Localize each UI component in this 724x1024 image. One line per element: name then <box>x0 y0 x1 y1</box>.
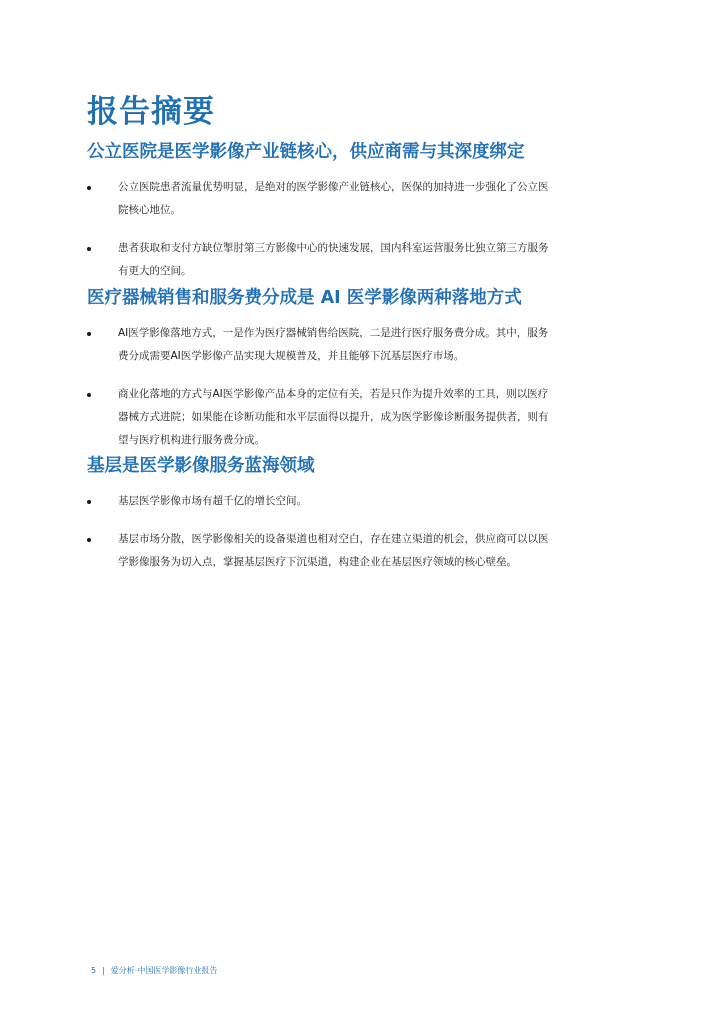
list-item <box>87 383 557 452</box>
section-heading: 医疗器械销售和服务费分成是 AI 医学影像两种落地方式 <box>87 288 522 308</box>
bullet-list <box>87 490 557 574</box>
bullet-text: 患者获取和支付方缺位掣肘第三方影像中心的快速发展，国内科室运营服务比独立第三方服务有更大的空间。 <box>118 242 549 277</box>
bullet-text: 基层市场分散，医学影像相关的设备渠道也相对空白，存在建立渠道的机会，供应商可以以医学影像服务为切入点，掌握基层医疗下沉渠道，构建企业在基层医疗领域的核心壁垒。 <box>118 533 549 568</box>
section-primary-care <box>87 454 557 574</box>
bullet-text: 商业化落地的方式与AI医学影像产品本身的定位有关，若是只作为提升效率的工具，则以医疗器械方式进院；如果能在诊断功能和水平层面得以提升，成为医学影像诊断服务提供者，则有望与医疗机构进行服务费分成。 <box>118 388 549 446</box>
bullet-icon <box>87 500 91 504</box>
bullet-text: AI医学影像落地方式，一是作为医疗器械销售给医院，二是进行医疗服务费分成。其中，服务费分成需要AI医学影像产品实现大规模普及，并且能够下沉基层医疗市场。 <box>118 327 549 362</box>
page-footer <box>91 965 217 976</box>
list-item <box>87 322 557 368</box>
bullet-text: 基层医学影像市场有超千亿的增长空间。 <box>118 495 307 507</box>
page-number: 5 <box>91 966 97 975</box>
list-item <box>87 176 557 222</box>
bullet-list <box>87 322 557 452</box>
page-title: 报告摘要 <box>87 94 215 130</box>
list-item <box>87 528 557 574</box>
section-ai-landing-modes <box>87 286 557 452</box>
section-heading: 基层是医学影像服务蓝海领域 <box>87 456 315 476</box>
bullet-text: 公立医院患者流量优势明显，是绝对的医学影像产业链核心，医保的加持进一步强化了公立医院核心地位。 <box>118 181 549 216</box>
list-item <box>87 237 557 283</box>
footer-separator: | <box>102 966 105 975</box>
bullet-icon <box>87 393 91 397</box>
bullet-icon <box>87 247 91 251</box>
list-item <box>87 490 557 513</box>
section-public-hospitals <box>87 140 557 283</box>
bullet-icon <box>87 332 91 336</box>
bullet-icon <box>87 538 91 542</box>
bullet-icon <box>87 186 91 190</box>
section-heading: 公立医院是医学影像产业链核心，供应商需与其深度绑定 <box>87 142 525 162</box>
footer-source: 爱分析·中国医学影像行业报告 <box>110 966 218 975</box>
bullet-list <box>87 176 557 283</box>
